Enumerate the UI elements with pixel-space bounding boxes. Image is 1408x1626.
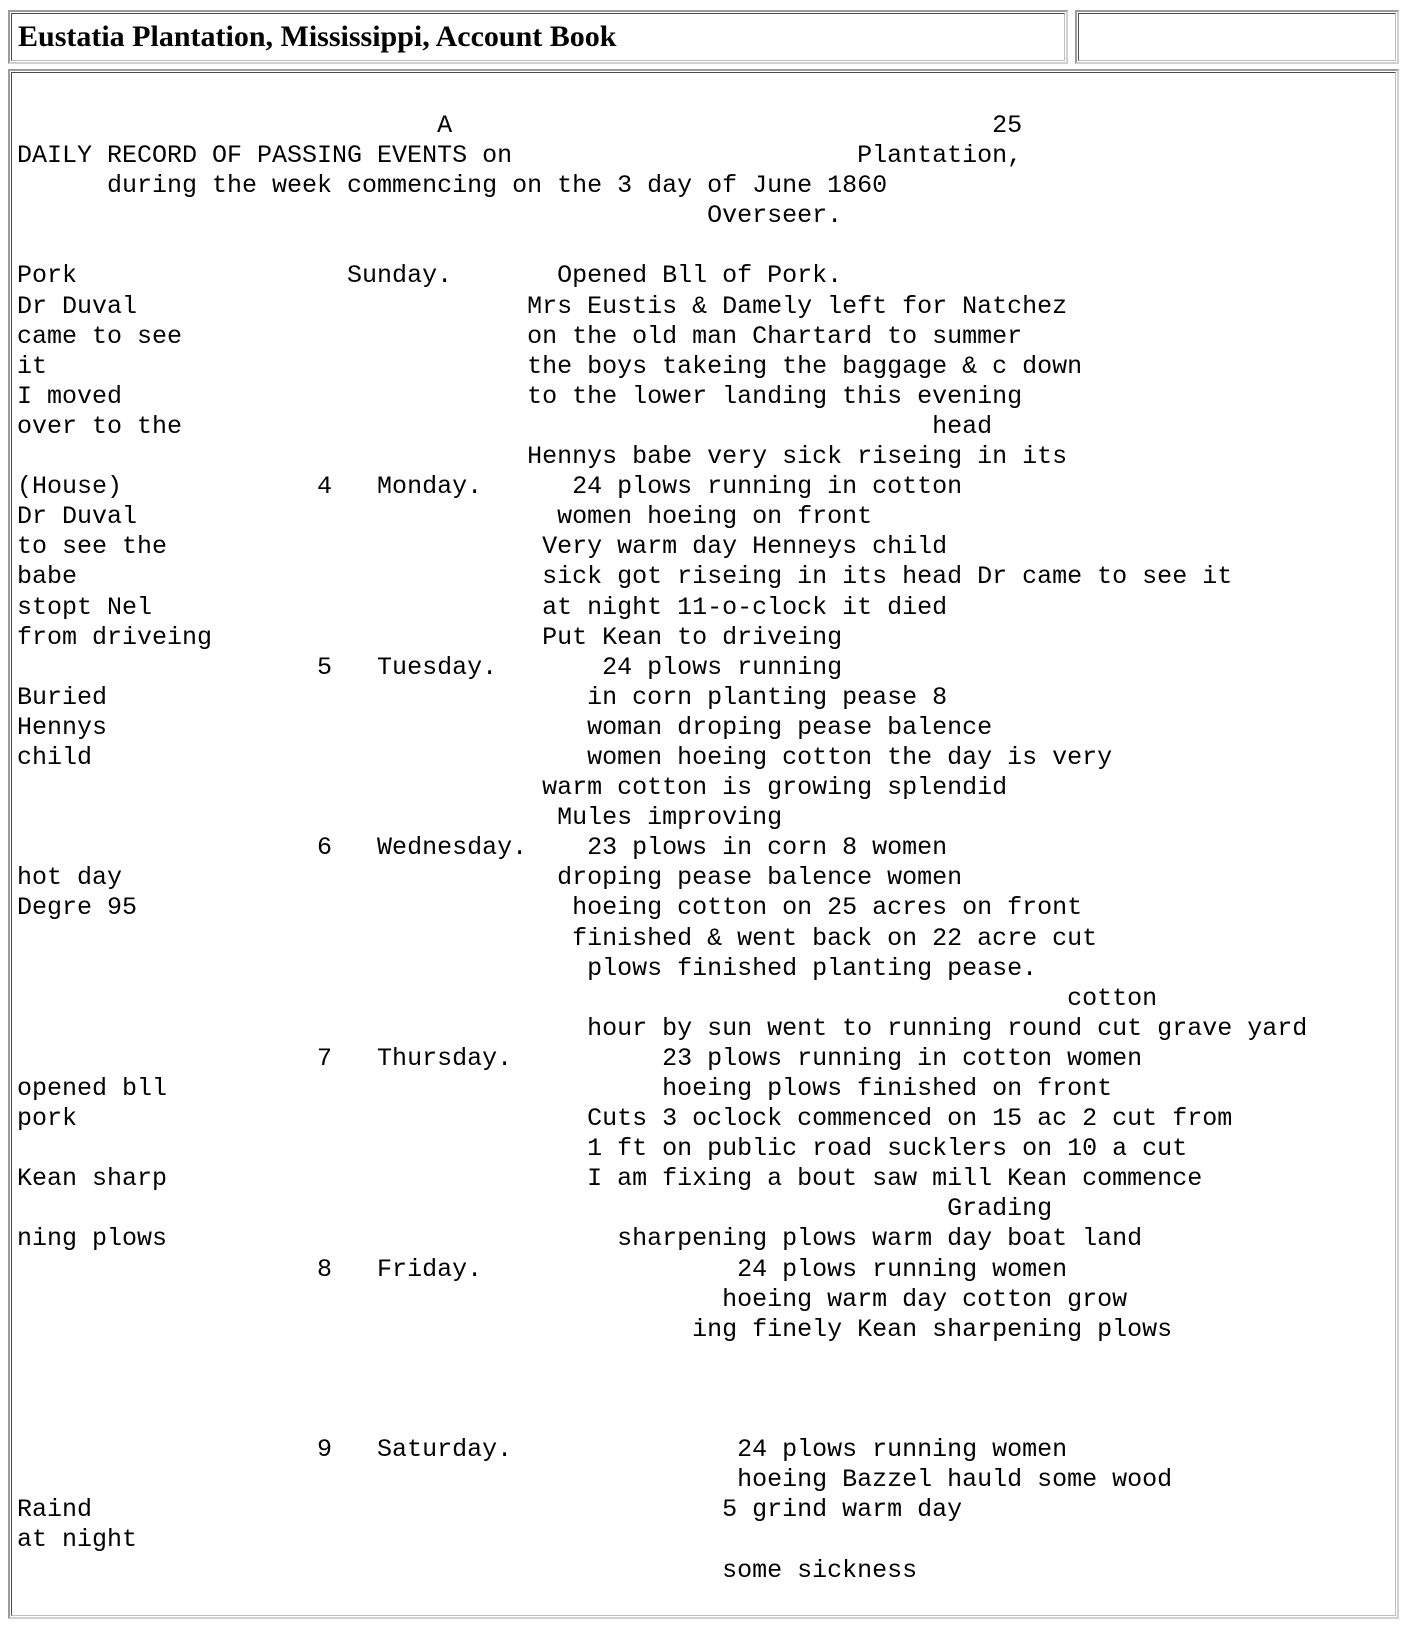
record-line: Degre 95 hoeing cotton on 25 acres on front: [17, 893, 1083, 923]
record-line: during the week commencing on the 3 day of June 1860: [17, 171, 888, 201]
record-line: 5 Tuesday. 24 plows running: [17, 652, 843, 682]
record-line: babe sick got riseing in its head Dr came to see it: [17, 562, 1233, 592]
record-line: opened bll hoeing plows finished on front: [17, 1074, 1113, 1103]
record-line: Raind 5 grind warm day: [17, 1495, 963, 1525]
record-line: hoeing Bazzel hauld some wood: [17, 1465, 1173, 1495]
record-line: I moved to the lower landing this evening: [17, 381, 1023, 411]
record-line: Mules improving: [17, 803, 783, 833]
record-line: finished & went back on 22 acre cut: [17, 923, 1098, 953]
title-cell: [8, 10, 1068, 64]
record-line: Pork Sunday. Opened Bll of Pork.: [17, 261, 843, 291]
record-line: hoeing warm day cotton grow: [17, 1284, 1128, 1314]
record-line: Hennys woman droping pease balence: [17, 712, 993, 742]
record-line: (House) 4 Monday. 24 plows running in cotton: [17, 472, 963, 502]
record-line: 8 Friday. 24 plows running women: [17, 1254, 1068, 1284]
record-line: some sickness: [17, 1555, 918, 1585]
record-line: to see the Very warm day Henneys child: [17, 532, 948, 562]
record-line: Dr Duval Mrs Eustis & Damely left for Natchez: [17, 291, 1068, 321]
page-title: Eustatia Plantation, Mississippi, Account Book: [18, 20, 617, 53]
record-line: cotton: [17, 983, 1158, 1013]
record-line: 6 Wednesday. 23 plows in corn 8 women: [17, 833, 948, 863]
content-cell: [8, 69, 1399, 1619]
record-line: ing finely Kean sharpening plows: [17, 1314, 1173, 1344]
record-line: DAILY RECORD OF PASSING EVENTS on Plantation,: [17, 141, 1023, 171]
record-line: came to see on the old man Chartard to summer: [17, 321, 1023, 351]
record-line: hour by sun went to running round cut grave yard: [17, 1013, 1308, 1043]
record-line: 7 Thursday. 23 plows running in cotton women: [17, 1043, 1143, 1073]
record-line: Dr Duval women hoeing on front: [17, 502, 873, 532]
record-line: plows finished planting pease.: [17, 953, 1038, 983]
record-line: Grading: [17, 1194, 1053, 1224]
record-line: it the boys takeing the baggage & c down: [17, 351, 1083, 381]
record-line: over to the head: [17, 411, 993, 441]
record-line: pork Cuts 3 oclock commenced on 15 ac 2 cut from: [17, 1104, 1233, 1134]
empty-header-cell: [1075, 10, 1399, 64]
record-line: Overseer.: [17, 201, 843, 231]
record-line: at night: [17, 1525, 138, 1555]
record-line: ning plows sharpening plows warm day boat land: [17, 1224, 1143, 1254]
record-line: from driveing Put Kean to driveing: [17, 622, 843, 652]
record-line: Buried in corn planting pease 8: [17, 682, 948, 712]
record-line: 9 Saturday. 24 plows running women: [17, 1435, 1068, 1465]
record-line: Kean sharp I am fixing a bout saw mill Kean commence: [17, 1164, 1203, 1194]
record-line: 1 ft on public road sucklers on 10 a cut: [17, 1134, 1188, 1164]
record-line: hot day droping pease balence women: [17, 863, 963, 893]
record-line: warm cotton is growing splendid: [17, 773, 1008, 803]
record-line: Hennys babe very sick riseing in its: [17, 442, 1068, 472]
record-line: child women hoeing cotton the day is very: [17, 742, 1113, 772]
record-line: stopt Nel at night 11-o-clock it died: [17, 592, 948, 622]
record-line: A 25: [17, 111, 1023, 140]
daily-record-text: [17, 111, 1307, 1586]
